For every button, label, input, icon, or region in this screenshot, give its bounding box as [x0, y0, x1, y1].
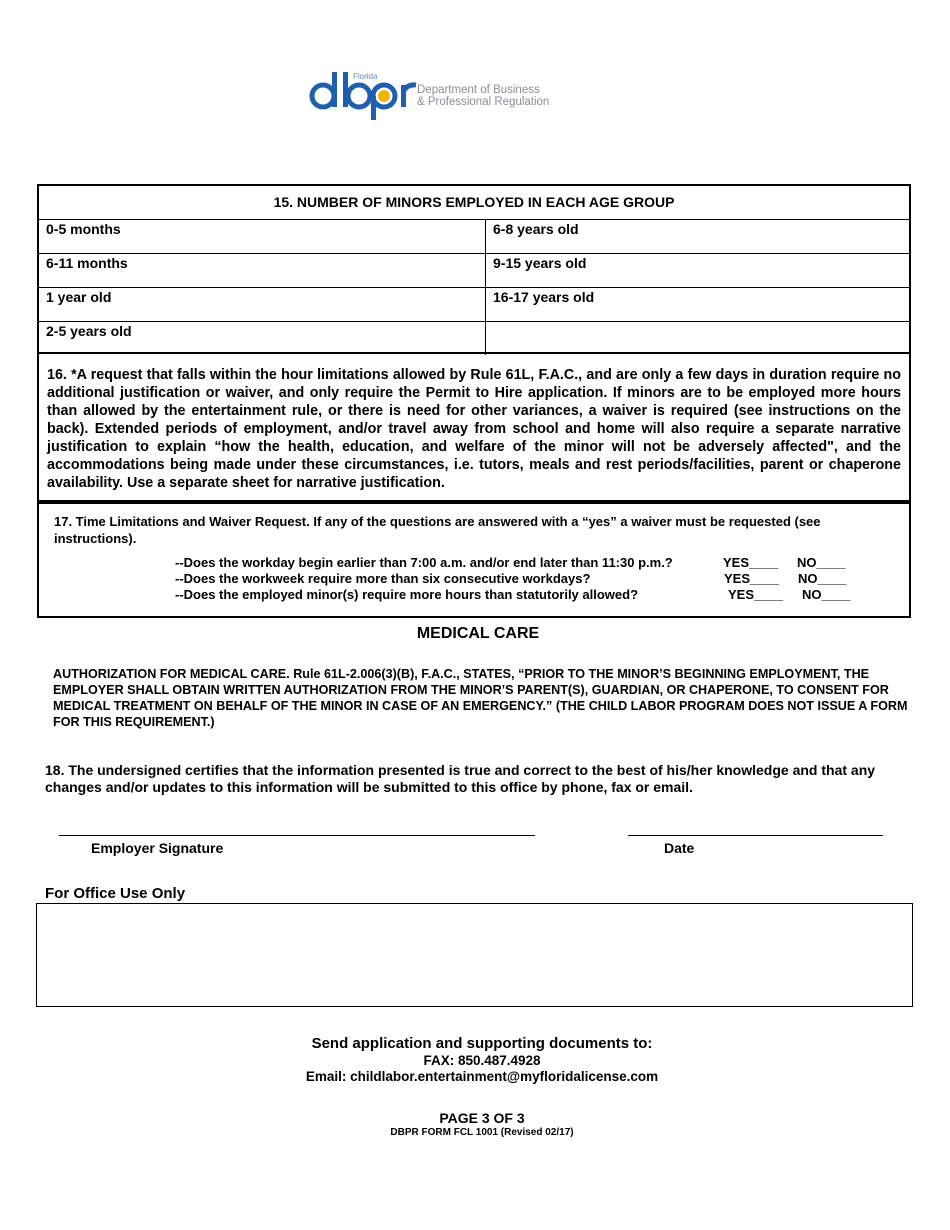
- logo-florida-text: Florida: [353, 72, 378, 81]
- no-answer-field[interactable]: NO____: [798, 571, 847, 586]
- logo-department-text: [417, 84, 549, 108]
- send-instructions: Send application and supporting documents to:: [311, 1035, 653, 1052]
- logo-dept-line2: & Professional Regulation: [417, 96, 550, 108]
- section-15-table: [37, 184, 911, 354]
- date-line[interactable]: [628, 835, 883, 836]
- section-15-title: 15. NUMBER OF MINORS EMPLOYED IN EACH AGE GROUP: [39, 186, 909, 220]
- no-answer-field[interactable]: NO____: [802, 587, 851, 602]
- age-group-cell[interactable]: 6-8 years old: [493, 221, 579, 237]
- employer-signature-line[interactable]: [59, 835, 535, 836]
- table-row: [39, 219, 909, 254]
- medical-care-heading: MEDICAL CARE: [416, 625, 540, 642]
- yes-answer-field[interactable]: YES____: [724, 571, 779, 586]
- table-row: [39, 321, 909, 355]
- employer-signature-label: Employer Signature: [91, 840, 224, 856]
- age-group-cell[interactable]: 2-5 years old: [39, 321, 486, 355]
- fax-number: FAX: 850.487.4928: [423, 1053, 541, 1068]
- age-group-cell[interactable]: 16-17 years old: [493, 289, 595, 305]
- section-17-intro: 17. Time Limitations and Waiver Request. If any of the questions are answered with a “yes” a waiver must be requested (see instructions).: [54, 514, 821, 546]
- date-label: Date: [664, 840, 695, 856]
- waiver-question: --Does the workday begin earlier than 7:00 a.m. and/or end later than 11:30 p.m.?: [175, 555, 673, 570]
- table-row: [39, 287, 909, 322]
- form-id: DBPR FORM FCL 1001 (Revised 02/17): [390, 1127, 574, 1138]
- yes-answer-field[interactable]: YES____: [723, 555, 778, 570]
- waiver-question: --Does the workweek require more than six consecutive workdays?: [175, 571, 591, 586]
- email-address: Email: childlabor.entertainment@myfloridalicense.com: [305, 1069, 659, 1084]
- section-16-text: 16. *A request that falls within the hour limitations allowed by Rule 61L, F.A.C., and are only a few days in duration require no additional justification or waiver, and only require the Permit to Hire application. If minors are to be employed more hours than allowed by the entertainment rule, or there is need for other variances, a waiver is required (see instructions on the back). Extended periods of employment, and/or travel away from school and home will also require a separate narrative justification to explain “how the health, education, and welfare of the minor will not be adversely affected", and the accommodations being made under these circumstances, i.e. tutors, meals and rest periods/facilities, parent or chaperone availability. Use a separate sheet for narrative justification.: [37, 354, 911, 502]
- age-group-cell[interactable]: [486, 321, 909, 355]
- no-answer-field[interactable]: NO____: [797, 555, 846, 570]
- age-group-cell[interactable]: 1 year old: [39, 287, 486, 321]
- office-use-box: [36, 903, 913, 1007]
- office-use-label: For Office Use Only: [45, 885, 186, 902]
- waiver-question: --Does the employed minor(s) require more hours than statutorily allowed?: [175, 587, 639, 602]
- age-group-cell[interactable]: 0-5 months: [39, 219, 486, 253]
- table-row: [39, 253, 909, 288]
- age-group-cell[interactable]: 9-15 years old: [493, 255, 587, 271]
- age-group-cell[interactable]: 6-11 months: [39, 253, 486, 287]
- medical-authorization-text: AUTHORIZATION FOR MEDICAL CARE. Rule 61L-2.006(3)(B), F.A.C., STATES, “PRIOR TO THE MINOR’S BEGINNING EMPLOYMENT, THE EMPLOYER SHALL OBTAIN WRITTEN AUTHORIZATION FROM THE MINOR’S PARENT(S), GUARDIAN, OR CHAPERONE, TO CONSENT FOR MEDICAL TREATMENT ON BEHALF OF THE MINOR IN CASE OF AN EMERGENCY.” (THE CHILD LABOR PROGRAM DOES NOT ISSUE A FORM FOR THIS REQUIREMENT.): [53, 667, 908, 729]
- certification-text: 18. The undersigned certifies that the information presented is true and correct to the best of his/her knowledge and that any changes and/or updates to this information will be submitted to this office by phone, fax or email.: [45, 762, 876, 795]
- dbpr-logo: [305, 68, 550, 126]
- section-17-box: [37, 502, 911, 618]
- page-number: PAGE 3 OF 3: [439, 1110, 525, 1126]
- yes-answer-field[interactable]: YES____: [728, 587, 783, 602]
- logo-dept-line1: Department of Business: [417, 84, 540, 96]
